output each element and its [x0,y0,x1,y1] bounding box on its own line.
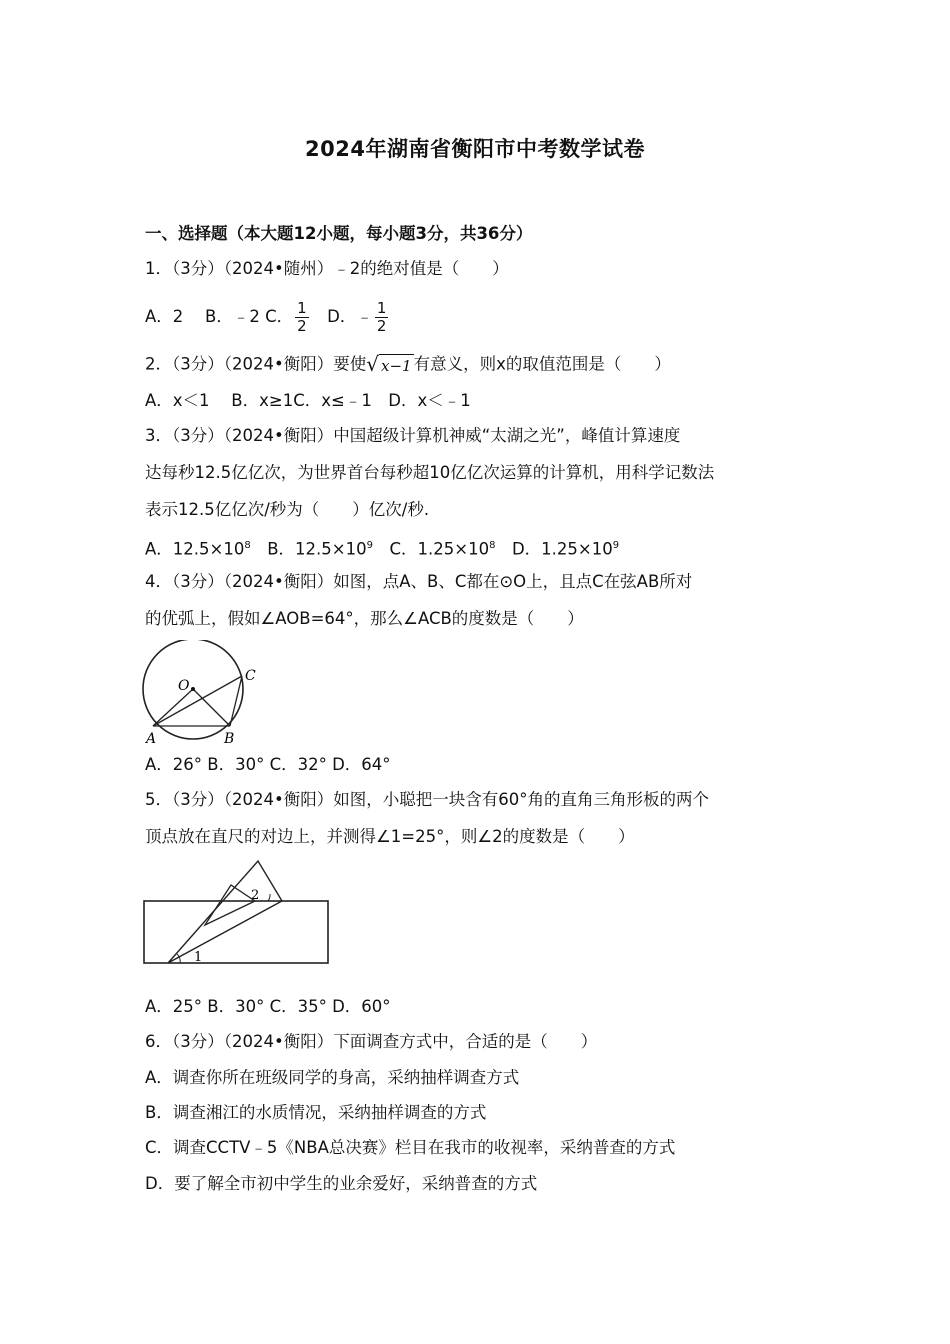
question-1-stem: 1．（3分）（2024•随州）﹣2的绝对值是（ ） [145,259,509,278]
q1-fraction-d [375,300,389,335]
page-title: 2024年湖南省衡阳市中考数学试卷 [305,137,645,161]
question-5-line-1: 5．（3分）（2024•衡阳）如图，小聪把一块含有60°角的直角三角形板的两个 [145,790,709,809]
q3-option-b: B．12.5×10 [250,539,367,559]
question-3-options [145,535,619,561]
label-o: O [178,678,190,694]
frac-numerator: 1 [376,299,387,317]
q2-stem-post: 有意义，则x的取值范围是（ ） [413,354,671,374]
q3-option-a: A．12.5×10 [145,539,245,559]
question-2-stem [145,353,671,377]
radius-ob [193,689,230,726]
exponent: 8 [489,540,496,551]
question-4-line-2: 的优弧上，假如∠AOB=64°，那么∠ACB的度数是（ ） [145,609,584,628]
label-a: A [146,731,157,747]
question-3-line-2: 达每秒12.5亿亿次，为世界首台每秒超10亿亿次运算的计算机，用科学记数法 [145,463,715,482]
q1-option-d: D．﹣ [310,307,373,326]
question-1-options [145,300,390,335]
question-6-option-a: A．调查你所在班级同学的身高，采纳抽样调查方式 [145,1068,520,1087]
question-3-line-1: 3．（3分）（2024•衡阳）中国超级计算机神威“太湖之光”，峰值计算速度 [145,426,681,445]
label-angle-2: 2 [251,888,260,903]
section-heading: 一、选择题（本大题12小题，每小题3分，共36分） [145,224,533,243]
frac-denominator: 2 [376,317,387,335]
angle-2-arc [268,894,270,901]
radicand: x−1 [379,354,414,377]
exponent: 9 [612,540,620,551]
frac-numerator: 1 [297,299,307,317]
center-point [191,687,195,691]
q1-fraction-c [295,300,309,335]
sqrt-expression [366,353,413,377]
question-4-line-1: 4．（3分）（2024•衡阳）如图，点A、B、C都在⊙O上，且点C在弦AB所对 [145,572,693,591]
exponent: 9 [366,540,373,551]
question-3-line-3: 表示12.5亿亿次/秒为（ ）亿次/秒. [145,500,430,519]
q1-option-abc: A．2 B．﹣2 C． [145,307,294,326]
label-angle-1: 1 [194,950,203,965]
radical-icon: √ [366,352,379,376]
question-5-line-2: 顶点放在直尺的对边上，并测得∠1=25°，则∠2的度数是（ ） [145,827,635,846]
label-c: C [245,668,256,684]
chord-bc [230,676,242,726]
question-5-options: A．25° B．30° C．35° D．60° [145,997,391,1016]
frac-denominator: 2 [297,317,307,335]
ruler-triangle-figure [138,855,338,970]
question-6-stem: 6．（3分）（2024•衡阳）下面调查方式中，合适的是（ ） [145,1032,598,1051]
circle-figure [138,640,268,750]
question-2-options: A．x＜1 B．x≥1C．x≤﹣1 D．x＜﹣1 [145,391,471,410]
question-6-option-b: B．调查湘江的水质情况，采纳抽样调查的方式 [145,1103,487,1122]
label-b: B [224,731,235,747]
chord-ac [153,676,242,726]
question-6-option-c: C．调查CCTV﹣5《NBA总决赛》栏目在我市的收视率，采纳普查的方式 [145,1138,676,1157]
q3-option-d: D．1.25×10 [495,539,613,559]
exponent: 8 [244,540,251,551]
question-4-options: A．26° B．30° C．32° D．64° [145,755,391,774]
question-6-option-d: D．要了解全市初中学生的业余爱好，采纳普查的方式 [145,1174,538,1193]
q3-option-c: C．1.25×10 [373,539,490,559]
q2-stem-pre: 2．（3分）（2024•衡阳）要使 [145,354,367,374]
triangle-outer [168,861,282,963]
